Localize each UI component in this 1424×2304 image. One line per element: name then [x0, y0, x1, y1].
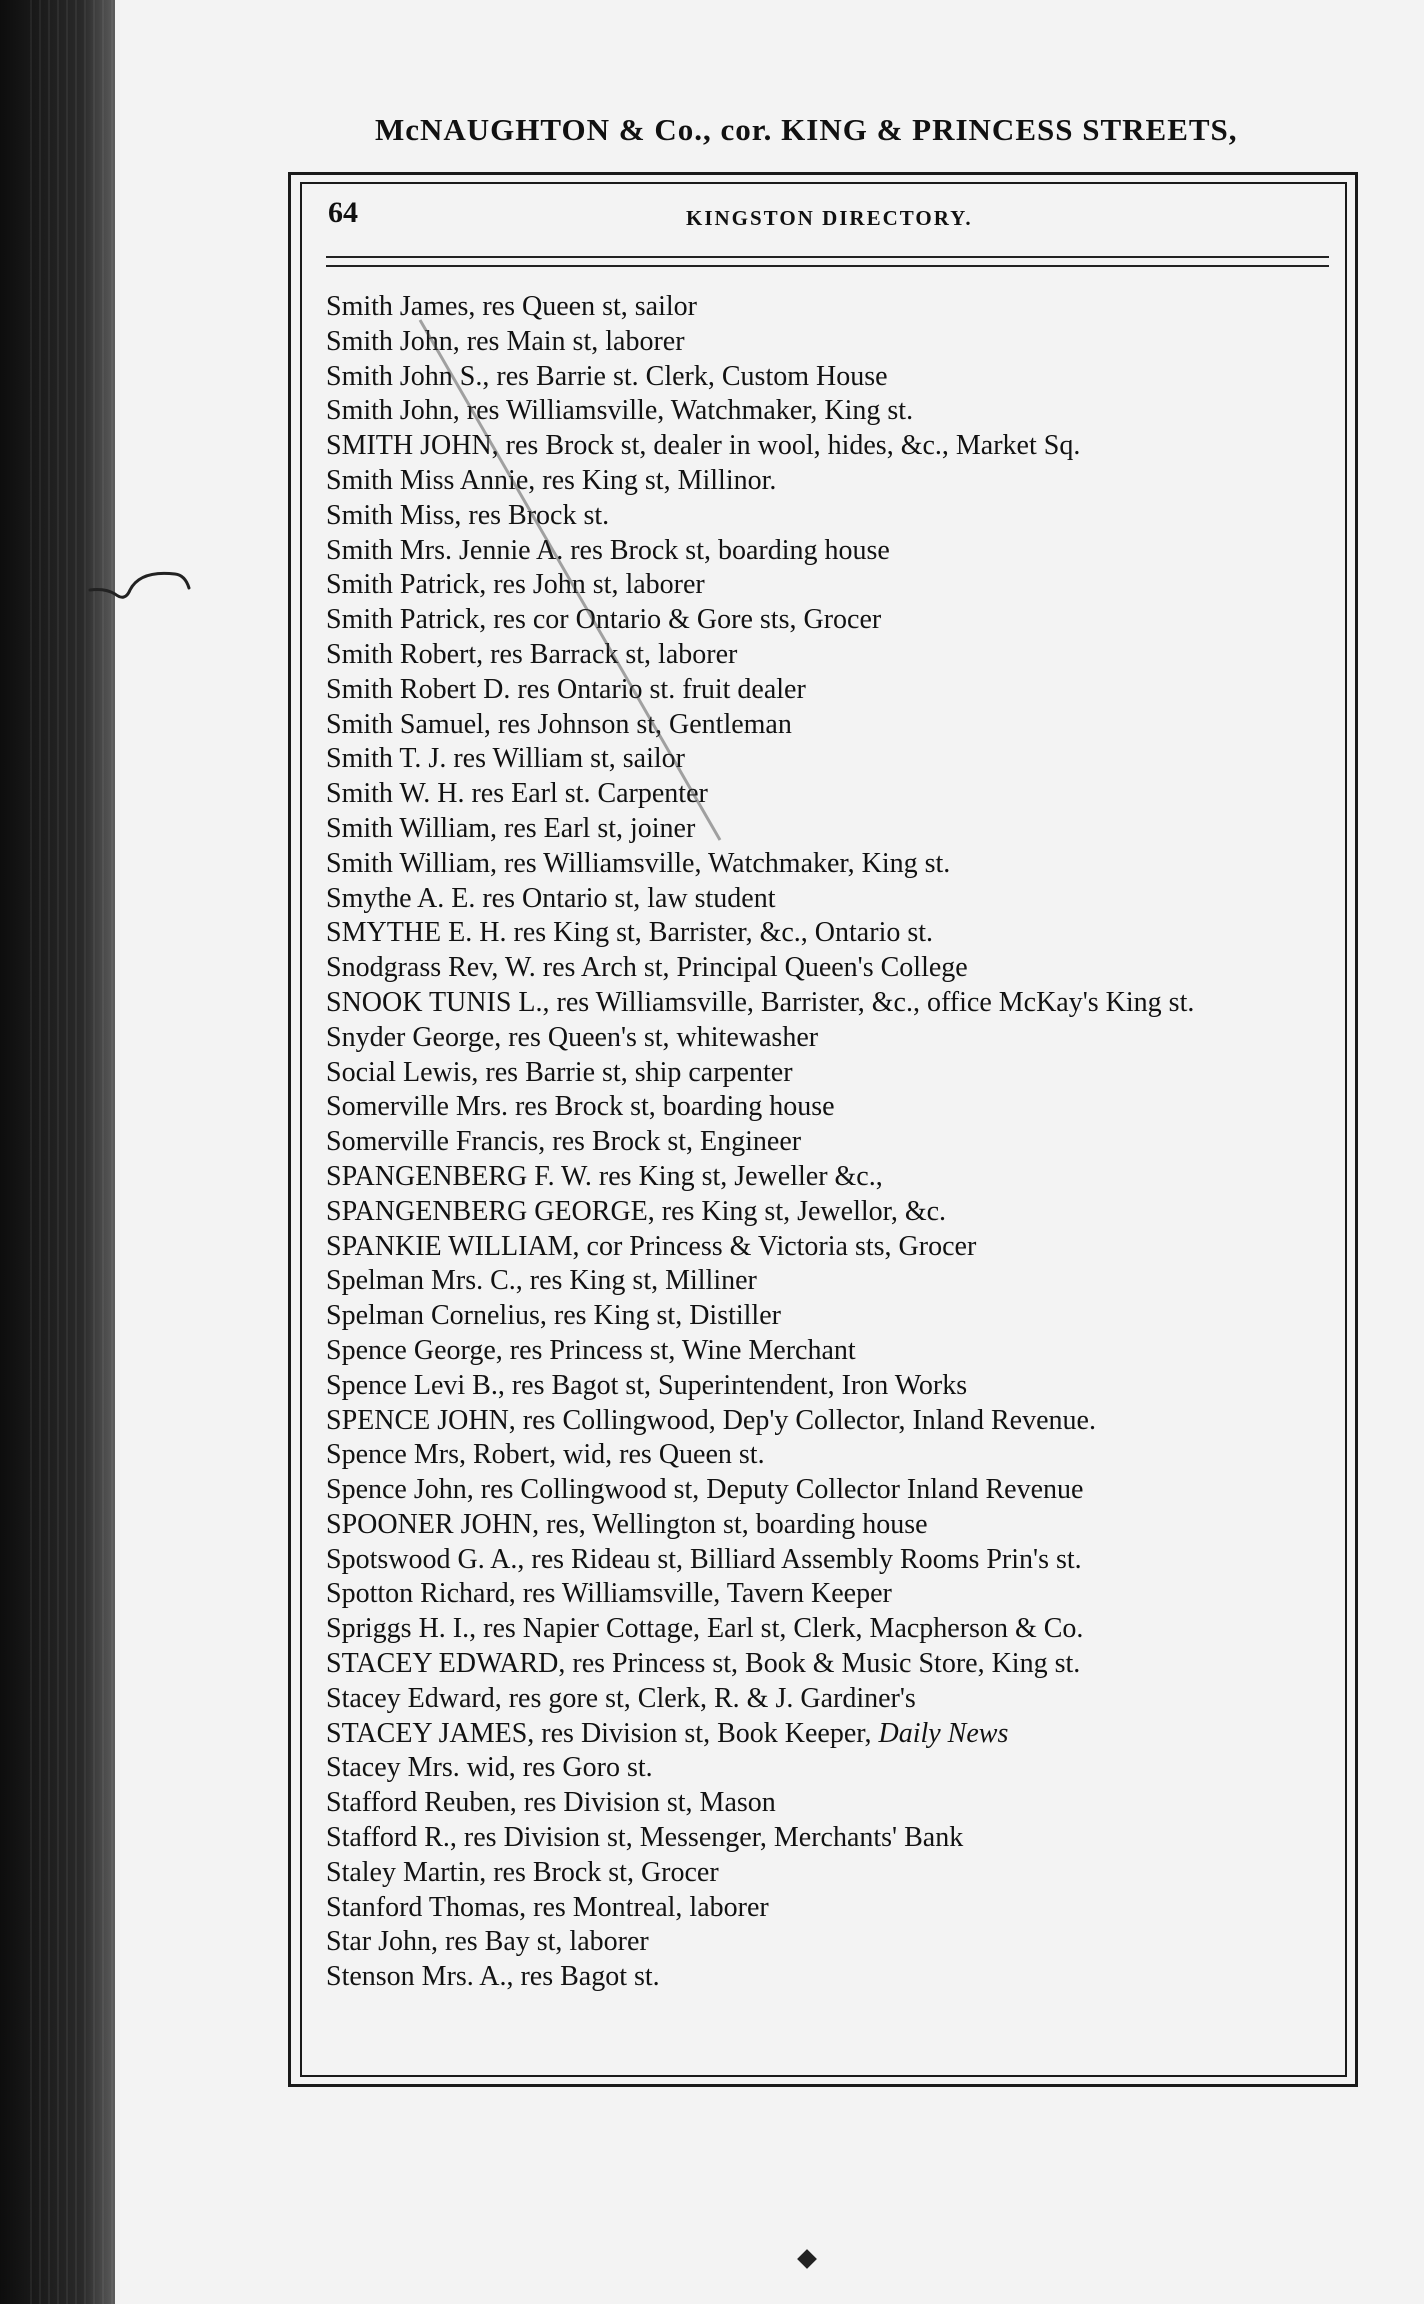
- directory-entry: Smith Samuel, res Johnson st, Gentleman: [326, 708, 792, 740]
- directory-entry: Spence George, res Princess st, Wine Merchant: [326, 1334, 856, 1366]
- directory-entry: Smith Robert, res Barrack st, laborer: [326, 638, 738, 670]
- directory-entry: SPANGENBERG F. W. res King st, Jeweller &c.,: [326, 1160, 883, 1192]
- directory-entry: Spelman Cornelius, res King st, Distiller: [326, 1300, 781, 1332]
- newspaper-name: Daily News: [878, 1717, 1009, 1749]
- directory-entry: Spence Mrs, Robert, wid, res Queen st.: [326, 1439, 765, 1471]
- directory-entry: Smith Patrick, res John st, laborer: [326, 569, 705, 601]
- directory-entry: Spriggs H. I., res Napier Cottage, Earl st, Clerk, Macpherson & Co.: [326, 1613, 1084, 1645]
- header-rule-top: [326, 256, 1329, 258]
- directory-entry: Smith William, res Williamsville, Watchmaker, King st.: [326, 847, 951, 879]
- directory-entry: Smith John, res Main st, laborer: [326, 325, 685, 357]
- directory-entry: SMITH JOHN, res Brock st, dealer in wool, hides, &c., Market Sq.: [326, 430, 1081, 462]
- directory-entry: Spelman Mrs. C., res King st, Milliner: [326, 1265, 757, 1297]
- directory-entry: SPOONER JOHN, res, Wellington st, boarding house: [326, 1508, 928, 1540]
- entry-text: STACEY JAMES, res Division st, Book Keeper,: [326, 1717, 872, 1749]
- page-title: KINGSTON DIRECTORY.: [686, 206, 973, 230]
- directory-entry: Smith Mrs. Jennie A. res Brock st, boarding house: [326, 534, 890, 566]
- directory-entry: Somerville Francis, res Brock st, Engineer: [326, 1126, 802, 1158]
- directory-entry: Stafford Reuben, res Division st, Mason: [326, 1787, 776, 1819]
- directory-entry: Smith Miss Annie, res King st, Millinor.: [326, 464, 777, 496]
- header-rule-bottom: [326, 265, 1329, 267]
- directory-entry: SPANKIE WILLIAM, cor Princess & Victoria sts, Grocer: [326, 1230, 977, 1262]
- directory-entry: [326, 1717, 1336, 1752]
- directory-entry: Social Lewis, res Barrie st, ship carpenter: [326, 1056, 793, 1088]
- directory-entry: Star John, res Bay st, laborer: [326, 1926, 649, 1958]
- directory-entry: Somerville Mrs. res Brock st, boarding house: [326, 1091, 835, 1123]
- directory-entry: Stanford Thomas, res Montreal, laborer: [326, 1891, 769, 1923]
- directory-entry: Staley Martin, res Brock st, Grocer: [326, 1856, 719, 1888]
- directory-entry: SNOOK TUNIS L., res Williamsville, Barrister, &c., office McKay's King st.: [326, 986, 1195, 1018]
- directory-entry: Stenson Mrs. A., res Bagot st.: [326, 1961, 660, 1993]
- directory-entry: SPENCE JOHN, res Collingwood, Dep'y Collector, Inland Revenue.: [326, 1404, 1096, 1436]
- directory-entry: Spotswood G. A., res Rideau st, Billiard Assembly Rooms Prin's st.: [326, 1543, 1082, 1575]
- directory-entry: Stacey Edward, res gore st, Clerk, R. & J. Gardiner's: [326, 1682, 916, 1714]
- directory-entry: Smith James, res Queen st, sailor: [326, 291, 697, 322]
- directory-entry: Smith W. H. res Earl st. Carpenter: [326, 778, 708, 810]
- directory-entry: STACEY EDWARD, res Princess st, Book & Music Store, King st.: [326, 1648, 1081, 1680]
- directory-entry: Snodgrass Rev, W. res Arch st, Principal Queen's College: [326, 952, 968, 984]
- directory-entry: Smith Miss, res Brock st.: [326, 499, 610, 531]
- directory-entry: Spence Levi B., res Bagot st, Superintendent, Iron Works: [326, 1369, 968, 1401]
- page-number: 64: [328, 196, 358, 229]
- directory-entry: Smith Patrick, res cor Ontario & Gore sts, Grocer: [326, 604, 882, 636]
- handwritten-pencil-mark-icon: [85, 560, 195, 620]
- directory-entry: SPANGENBERG GEORGE, res King st, Jewellor, &c.: [326, 1195, 947, 1227]
- directory-entry: Smith T. J. res William st, sailor: [326, 743, 685, 775]
- directory-entry: Smythe A. E. res Ontario st, law student: [326, 882, 776, 914]
- directory-entry: Smith Robert D. res Ontario st. fruit dealer: [326, 673, 806, 705]
- pencil-stroke-icon: [380, 300, 780, 860]
- directory-entry: Smith John S., res Barrie st. Clerk, Custom House: [326, 360, 888, 392]
- directory-entry: Smith William, res Earl st, joiner: [326, 812, 696, 844]
- directory-entry: SMYTHE E. H. res King st, Barrister, &c., Ontario st.: [326, 917, 934, 949]
- running-head: McNAUGHTON & Co., cor. KING & PRINCESS STREETS,: [375, 112, 1238, 147]
- directory-entry: Snyder George, res Queen's st, whitewasher: [326, 1021, 819, 1053]
- directory-entry: Spotton Richard, res Williamsville, Tavern Keeper: [326, 1578, 892, 1610]
- directory-entry: Stacey Mrs. wid, res Goro st.: [326, 1752, 653, 1784]
- directory-entry: Spence John, res Collingwood st, Deputy Collector Inland Revenue: [326, 1474, 1084, 1506]
- directory-entry: Stafford R., res Division st, Messenger, Merchants' Bank: [326, 1822, 964, 1854]
- directory-entry: Smith John, res Williamsville, Watchmaker, King st.: [326, 395, 914, 427]
